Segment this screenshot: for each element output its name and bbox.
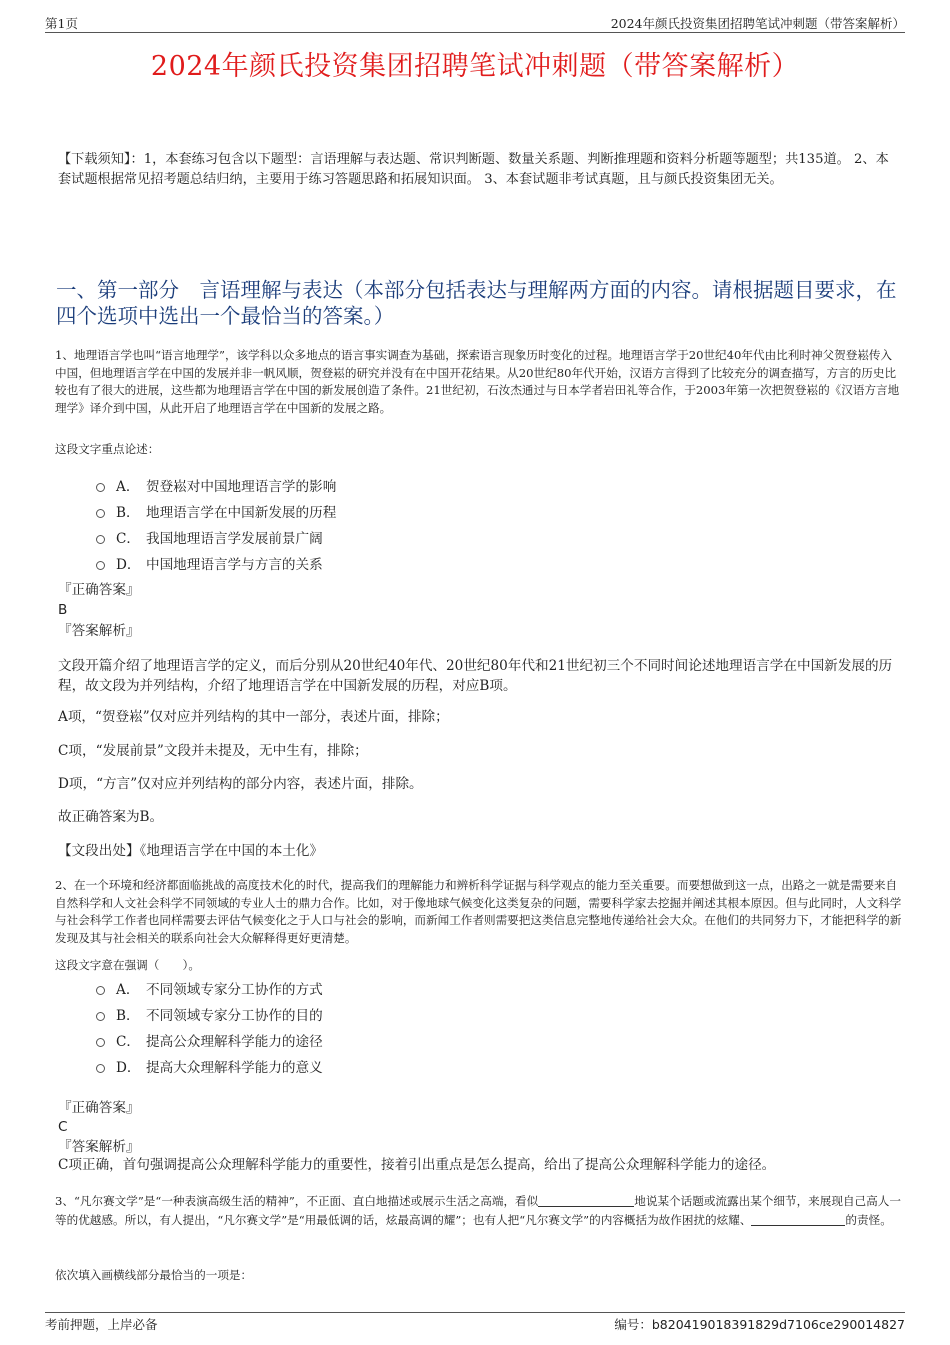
radio-icon[interactable]	[96, 986, 105, 995]
radio-icon[interactable]	[96, 1038, 105, 1047]
download-notice: 【下载须知】：1，本套练习包含以下题型：言语理解与表达题、常识判断题、数量关系题、判断推理题和资料分析题等题型；共135道。 2、本套试题根据常见招考题总结归纳，主要用于练习答题思路和拓展知识面。 3、本套试题非考试真题，且与颜氏投资集团无关。	[58, 152, 889, 187]
radio-icon[interactable]	[96, 1012, 105, 1021]
analysis-label: 『答案解析』	[58, 623, 140, 639]
fill-blank-1[interactable]	[538, 1192, 634, 1207]
option-b[interactable]: B． 不同领域专家分工协作的目的	[96, 1001, 796, 1027]
option-b[interactable]: B． 地理语言学在中国新发展的历程	[96, 498, 796, 524]
page-title: 2024年颜氏投资集团招聘笔试冲刺题（带答案解析）	[150, 51, 800, 82]
question-1-options	[96, 472, 796, 576]
question-2-text: 2、在一个环境和经济都面临挑战的高度技术化的时代，提高我们的理解能力和辨析科学证据与科学观点的能力至关重要。而要想做到这一点，出路之一就是需要来自自然科学和人文社会科学不同领域的专业人士的鼎力合作。比如，对于像地球气候变化这类复杂的问题，需要科学家去挖掘并阐述其根本原因。但与此同时，人文科学与社会科学工作者也同样需要去评估气候变化之于人口与社会的影响，而新闻工作者则需要把这类信息完整地传递给社会大众。在他们的共同努力下，才能把科学的新发现及其与社会相关的联系向社会大众解释得更好更清楚。	[55, 878, 902, 945]
radio-icon[interactable]	[96, 509, 105, 518]
analysis-label: 『答案解析』	[58, 1139, 140, 1155]
option-d[interactable]: D． 提高大众理解科学能力的意义	[96, 1053, 796, 1079]
radio-icon[interactable]	[96, 561, 105, 570]
analysis-paragraph: C项，“发展前景”文段并未提及，无中生有，排除；	[58, 743, 368, 759]
page-footer	[45, 1312, 905, 1333]
section-heading: 一、第一部分 言语理解与表达（本部分包括表达与理解两方面的内容。请根据题目要求，在四个选项中选出一个最恰当的答案。）	[56, 278, 897, 328]
header-doc-title: 2024年颜氏投资集团招聘笔试冲刺题（带答案解析）	[610, 16, 905, 31]
question-2-options	[96, 975, 796, 1079]
option-d[interactable]: D． 中国地理语言学与方言的关系	[96, 550, 796, 576]
document-code: 编号：b820419018391829d7106ce290014827	[614, 1317, 905, 1332]
question-1-prompt: 这段文字重点论述：	[55, 442, 160, 456]
option-c[interactable]: C． 我国地理语言学发展前景广阔	[96, 524, 796, 550]
answer-value: B	[58, 602, 68, 618]
analysis-paragraph: D项，“方言”仅对应并列结构的部分内容，表述片面，排除。	[58, 776, 423, 792]
page-number: 第1页	[45, 16, 78, 31]
question-3-text: 3、“凡尔赛文学”是“一种表演高级生活的精神”，不正面、直白地描述或展示生活之高端，看似 地说某个话题或流露出某个细节，来展现自己高人一等的优越感。所以，有人提出，“凡尔赛文学”是“用最低调的话，炫最高调的耀”；也有人把“凡尔赛文学”的内容概括为故作困扰的炫耀、 的责怪。	[55, 1194, 901, 1227]
page-header	[45, 14, 905, 33]
analysis-paragraph: C项正确，首句强调提高公众理解科学能力的重要性，接着引出重点是怎么提高，给出了提高公众理解科学能力的途径。	[58, 1157, 776, 1173]
option-a[interactable]: A． 贺登崧对中国地理语言学的影响	[96, 472, 796, 498]
radio-icon[interactable]	[96, 535, 105, 544]
radio-icon[interactable]	[96, 1064, 105, 1073]
radio-icon[interactable]	[96, 483, 105, 492]
fill-blank-2[interactable]	[751, 1211, 845, 1226]
option-a[interactable]: A． 不同领域专家分工协作的方式	[96, 975, 796, 1001]
question-3-prompt: 依次填入画横线部分最恰当的一项是：	[55, 1268, 253, 1282]
analysis-paragraph: 故正确答案为B。	[58, 809, 164, 825]
answer-label: 『正确答案』	[58, 1100, 140, 1116]
question-2-prompt: 这段文字意在强调（ ）。	[55, 958, 200, 972]
analysis-paragraph: A项，“贺登崧”仅对应并列结构的其中一部分，表述片面，排除；	[58, 709, 449, 725]
answer-label: 『正确答案』	[58, 582, 140, 598]
answer-value: C	[58, 1119, 68, 1135]
question-1-text: 1、地理语言学也叫“语言地理学”，该学科以众多地点的语言事实调查为基础，探索语言现象历时变化的过程。地理语言学于20世纪40年代由比利时神父贺登崧传入中国，但地理语言学在中国的发展并非一帆风顺，贺登崧的研究并没有在中国开花结果。从20世纪80年代开始，汉语方言得到了比较充分的调查描写，方言的历史比较也有了很大的进展，这些都为地理语言学在中国的新发展创造了条件。21世纪初，石汝杰通过与日本学者岩田礼等合作，于2003年第一次把贺登崧的《汉语方言地理学》译介到中国，从此开启了地理语言学在中国新的发展之路。	[55, 348, 900, 415]
source-citation: 【文段出处】《地理语言学在中国的本土化》	[58, 843, 324, 859]
analysis-paragraph: 文段开篇介绍了地理语言学的定义，而后分别从20世纪40年代、20世纪80年代和21世纪初三个不同时间论述地理语言学在中国新发展的历程，故文段为并列结构，介绍了地理语言学在中国新发展的历程，对应B项。	[58, 658, 893, 694]
option-c[interactable]: C． 提高公众理解科学能力的途径	[96, 1027, 796, 1053]
footer-slogan: 考前押题，上岸必备	[45, 1317, 158, 1332]
